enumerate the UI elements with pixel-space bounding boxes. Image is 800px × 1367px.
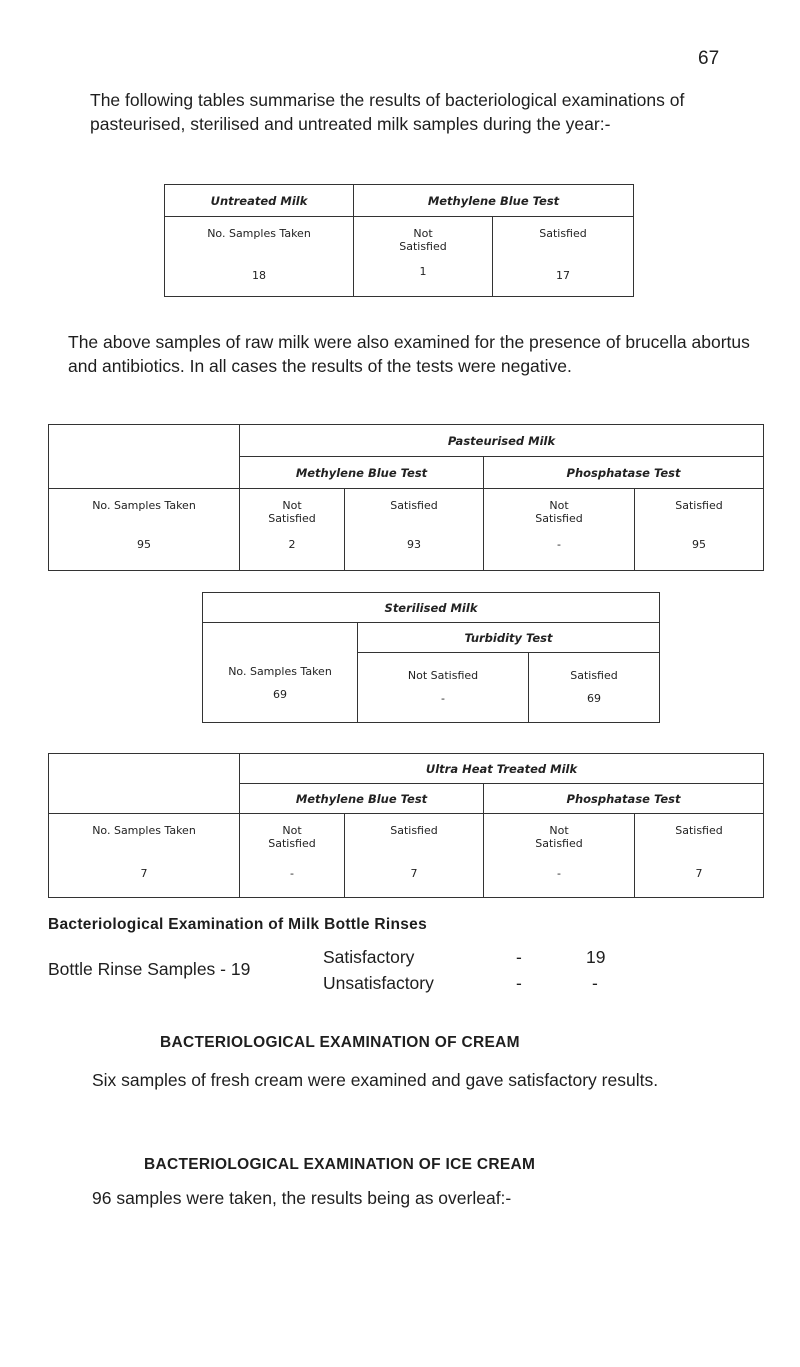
col-not-satisfied: Not Satisfied (268, 499, 316, 525)
satisfactory-value: 19 (586, 947, 606, 967)
untreated-milk-table (164, 184, 634, 297)
uht-milk-table (48, 753, 764, 898)
bottle-rinse-samples: Bottle Rinse Samples - 19 (48, 959, 251, 979)
col-satisfied: Satisfied (390, 499, 438, 512)
sterilised-turbidity-header: Turbidity Test (358, 623, 660, 653)
col-samples-taken: No. Samples Taken (92, 824, 196, 837)
col-samples-taken: No. Samples Taken (207, 227, 311, 240)
untreated-taken-value: 18 (252, 269, 266, 282)
pasteurised-title: Pasteurised Milk (240, 425, 764, 457)
unsatisfactory-label: Unsatisfactory (323, 973, 434, 993)
pasteurised-taken-value: 95 (137, 538, 151, 551)
uht-ph-not-satisfied-value: - (557, 867, 561, 880)
cream-paragraph: Six samples of fresh cream were examined and gave satisfactory results. (92, 1070, 659, 1090)
sterilised-title: Sterilised Milk (203, 593, 660, 623)
col-samples-taken: No. Samples Taken (228, 665, 332, 678)
col-not-satisfied: Not Satisfied (407, 669, 479, 682)
pasteurised-phosphatase-header: Phosphatase Test (484, 457, 764, 489)
col-satisfied: Satisfied (390, 824, 438, 837)
uht-phosphatase-header: Phosphatase Test (484, 784, 764, 814)
uht-title: Ultra Heat Treated Milk (240, 754, 764, 784)
sterilised-satisfied-value: 69 (587, 692, 601, 705)
satisfactory-label: Satisfactory (323, 947, 415, 967)
col-not-satisfied: Not Satisfied (535, 824, 583, 850)
uht-mb-satisfied-value: 7 (410, 867, 418, 880)
pasteurised-ph-not-satisfied-value: - (557, 538, 561, 551)
col-satisfied: Satisfied (675, 499, 723, 512)
col-not-satisfied: Not Satisfied (268, 824, 316, 850)
uht-mb-not-satisfied-value: - (290, 867, 294, 880)
unsatisfactory-value: - (592, 973, 598, 993)
uht-methylene-header: Methylene Blue Test (240, 784, 484, 814)
untreated-title: Untreated Milk (165, 185, 354, 217)
col-satisfied: Satisfied (539, 227, 587, 240)
pasteurised-mb-not-satisfied-value: 2 (288, 538, 296, 551)
ice-cream-heading: BACTERIOLOGICAL EXAMINATION OF ICE CREAM (144, 1156, 536, 1173)
untreated-not-satisfied-value: 1 (419, 265, 427, 278)
pasteurised-ph-satisfied-value: 95 (692, 538, 706, 551)
pasteurised-milk-table (48, 424, 764, 571)
page-number: 67 (698, 48, 720, 69)
pasteurised-mb-satisfied-value: 93 (407, 538, 421, 551)
sterilised-milk-table (202, 592, 660, 723)
col-not-satisfied: Not Satisfied (535, 499, 583, 525)
col-satisfied: Satisfied (570, 669, 618, 682)
brucella-paragraph: The above samples of raw milk were also examined for the presence of brucella abortus and antibiotics. In all cases the results of the tests were negative. (68, 332, 750, 376)
sterilised-taken-value: 69 (273, 688, 287, 701)
unsatisfactory-dash: - (516, 973, 522, 993)
uht-ph-satisfied-value: 7 (695, 867, 703, 880)
col-not-satisfied: Not Satisfied (399, 227, 447, 253)
pasteurised-methylene-header: Methylene Blue Test (240, 457, 484, 489)
col-satisfied: Satisfied (675, 824, 723, 837)
cream-heading: BACTERIOLOGICAL EXAMINATION OF CREAM (160, 1034, 520, 1051)
col-samples-taken: No. Samples Taken (92, 499, 196, 512)
satisfactory-dash: - (516, 947, 522, 967)
untreated-test-header: Methylene Blue Test (354, 185, 634, 217)
untreated-satisfied-value: 17 (556, 269, 570, 282)
intro-paragraph: The following tables summarise the results of bacteriological examinations of pasteurised, sterilised and untreated milk samples during the year:- (90, 90, 685, 134)
bottle-rinses-heading: Bacteriological Examination of Milk Bottle Rinses (48, 916, 428, 933)
sterilised-not-satisfied-value: - (441, 692, 445, 705)
uht-taken-value: 7 (140, 867, 148, 880)
ice-cream-paragraph: 96 samples were taken, the results being as overleaf:- (92, 1188, 512, 1208)
